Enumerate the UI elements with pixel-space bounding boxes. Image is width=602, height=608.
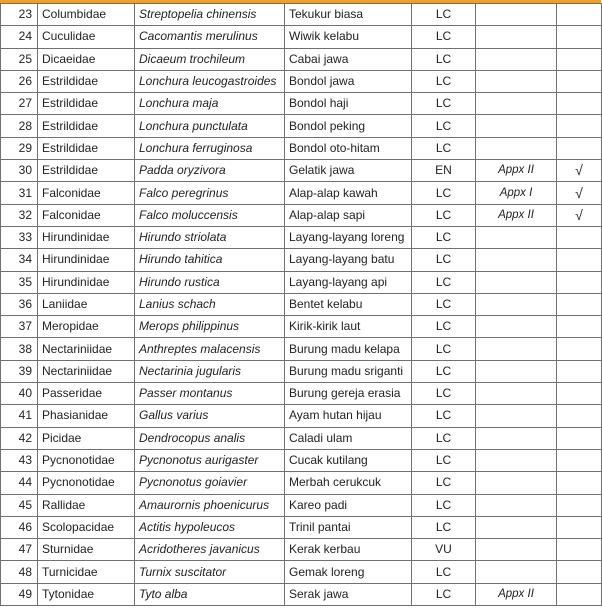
iucn-status-cell: LC <box>412 494 476 516</box>
local-name-cell: Burung madu kelapa <box>285 338 412 360</box>
local-name-cell: Layang-layang api <box>285 271 412 293</box>
species-table-body <box>1 4 602 606</box>
protected-status-cell <box>557 26 602 48</box>
iucn-status-cell: LC <box>412 204 476 226</box>
cites-appendix-cell <box>476 360 557 382</box>
local-name-cell: Gemak loreng <box>285 561 412 583</box>
iucn-status-cell: LC <box>412 271 476 293</box>
scientific-name-cell: Lonchura leucogastroides <box>135 70 285 92</box>
row-number: 25 <box>1 48 38 70</box>
table-row <box>1 472 602 494</box>
row-number: 29 <box>1 137 38 159</box>
table-row <box>1 539 602 561</box>
family-cell: Estrildidae <box>38 93 135 115</box>
scientific-name-cell: Gallus varius <box>135 405 285 427</box>
cites-appendix-cell <box>476 226 557 248</box>
cites-appendix-cell <box>476 249 557 271</box>
iucn-status-cell: LC <box>412 405 476 427</box>
cites-appendix-cell <box>476 338 557 360</box>
row-number: 43 <box>1 449 38 471</box>
scientific-name-cell: Amaurornis phoenicurus <box>135 494 285 516</box>
table-row <box>1 293 602 315</box>
protected-status-cell <box>557 338 602 360</box>
cites-appendix-cell <box>476 293 557 315</box>
iucn-status-cell: LC <box>412 360 476 382</box>
row-number: 36 <box>1 293 38 315</box>
protected-status-cell <box>557 583 602 605</box>
local-name-cell: Alap-alap kawah <box>285 182 412 204</box>
table-row <box>1 204 602 226</box>
local-name-cell: Bondol peking <box>285 115 412 137</box>
local-name-cell: Trinil pantai <box>285 516 412 538</box>
table-row <box>1 405 602 427</box>
row-number: 32 <box>1 204 38 226</box>
scientific-name-cell: Falco moluccensis <box>135 204 285 226</box>
cites-appendix-cell <box>476 449 557 471</box>
protected-status-cell <box>557 70 602 92</box>
iucn-status-cell: LC <box>412 293 476 315</box>
scientific-name-cell: Padda oryzivora <box>135 160 285 182</box>
scientific-name-cell: Hirundo striolata <box>135 226 285 248</box>
cites-appendix-cell <box>476 561 557 583</box>
protected-status-cell <box>557 539 602 561</box>
row-number: 40 <box>1 383 38 405</box>
protected-status-cell <box>557 4 602 26</box>
row-number: 41 <box>1 405 38 427</box>
family-cell: Phasianidae <box>38 405 135 427</box>
table-row <box>1 249 602 271</box>
protected-status-cell <box>557 115 602 137</box>
scientific-name-cell: Pycnonotus aurigaster <box>135 449 285 471</box>
scientific-name-cell: Nectarinia jugularis <box>135 360 285 382</box>
protected-status-cell: √ <box>557 182 602 204</box>
family-cell: Picidae <box>38 427 135 449</box>
iucn-status-cell: VU <box>412 539 476 561</box>
family-cell: Turnicidae <box>38 561 135 583</box>
iucn-status-cell: LC <box>412 561 476 583</box>
row-number: 28 <box>1 115 38 137</box>
protected-status-cell <box>557 427 602 449</box>
cites-appendix-cell <box>476 4 557 26</box>
family-cell: Estrildidae <box>38 70 135 92</box>
scientific-name-cell: Cacomantis merulinus <box>135 26 285 48</box>
scientific-name-cell: Merops philippinus <box>135 316 285 338</box>
table-row <box>1 360 602 382</box>
local-name-cell: Merbah cerukcuk <box>285 472 412 494</box>
cites-appendix-cell <box>476 93 557 115</box>
row-number: 30 <box>1 160 38 182</box>
cites-appendix-cell <box>476 115 557 137</box>
protected-status-cell <box>557 383 602 405</box>
row-number: 35 <box>1 271 38 293</box>
table-row <box>1 583 602 605</box>
row-number: 44 <box>1 472 38 494</box>
local-name-cell: Alap-alap sapi <box>285 204 412 226</box>
protected-status-cell <box>557 249 602 271</box>
scientific-name-cell: Anthreptes malacensis <box>135 338 285 360</box>
protected-status-cell <box>557 472 602 494</box>
scientific-name-cell: Actitis hypoleucos <box>135 516 285 538</box>
iucn-status-cell: LC <box>412 338 476 360</box>
local-name-cell: Ayam hutan hijau <box>285 405 412 427</box>
local-name-cell: Wiwik kelabu <box>285 26 412 48</box>
iucn-status-cell: LC <box>412 427 476 449</box>
iucn-status-cell: LC <box>412 4 476 26</box>
family-cell: Columbidae <box>38 4 135 26</box>
cites-appendix-cell <box>476 137 557 159</box>
table-row <box>1 48 602 70</box>
cites-appendix-cell <box>476 48 557 70</box>
cites-appendix-cell <box>476 472 557 494</box>
table-row <box>1 427 602 449</box>
protected-status-cell <box>557 93 602 115</box>
scientific-name-cell: Lonchura maja <box>135 93 285 115</box>
table-row <box>1 93 602 115</box>
cites-appendix-cell <box>476 516 557 538</box>
cites-appendix-cell: Appx II <box>476 204 557 226</box>
family-cell: Laniidae <box>38 293 135 315</box>
cites-appendix-cell <box>476 26 557 48</box>
scientific-name-cell: Hirundo rustica <box>135 271 285 293</box>
cites-appendix-cell <box>476 405 557 427</box>
family-cell: Sturnidae <box>38 539 135 561</box>
table-row <box>1 70 602 92</box>
iucn-status-cell: LC <box>412 115 476 137</box>
table-row <box>1 561 602 583</box>
scientific-name-cell: Streptopelia chinensis <box>135 4 285 26</box>
local-name-cell: Kirik-kirik laut <box>285 316 412 338</box>
cites-appendix-cell: Appx I <box>476 182 557 204</box>
protected-status-cell <box>557 516 602 538</box>
family-cell: Falconidae <box>38 182 135 204</box>
protected-status-cell <box>557 405 602 427</box>
local-name-cell: Bondol oto-hitam <box>285 137 412 159</box>
iucn-status-cell: LC <box>412 249 476 271</box>
row-number: 42 <box>1 427 38 449</box>
protected-status-cell <box>557 137 602 159</box>
protected-status-cell: √ <box>557 160 602 182</box>
family-cell: Scolopacidae <box>38 516 135 538</box>
row-number: 48 <box>1 561 38 583</box>
family-cell: Pycnonotidae <box>38 472 135 494</box>
table-row <box>1 316 602 338</box>
family-cell: Hirundinidae <box>38 249 135 271</box>
family-cell: Estrildidae <box>38 160 135 182</box>
local-name-cell: Bondol jawa <box>285 70 412 92</box>
local-name-cell: Tekukur biasa <box>285 4 412 26</box>
row-number: 24 <box>1 26 38 48</box>
scientific-name-cell: Hirundo tahitica <box>135 249 285 271</box>
protected-status-cell <box>557 360 602 382</box>
table-row <box>1 4 602 26</box>
scientific-name-cell: Dicaeum trochileum <box>135 48 285 70</box>
protected-status-cell <box>557 271 602 293</box>
family-cell: Nectariniidae <box>38 338 135 360</box>
protected-status-cell <box>557 48 602 70</box>
local-name-cell: Bondol haji <box>285 93 412 115</box>
table-row <box>1 26 602 48</box>
iucn-status-cell: EN <box>412 160 476 182</box>
species-table <box>0 3 602 606</box>
local-name-cell: Burung madu sriganti <box>285 360 412 382</box>
row-number: 26 <box>1 70 38 92</box>
iucn-status-cell: LC <box>412 316 476 338</box>
table-row <box>1 271 602 293</box>
local-name-cell: Burung gereja erasia <box>285 383 412 405</box>
iucn-status-cell: LC <box>412 472 476 494</box>
row-number: 37 <box>1 316 38 338</box>
cites-appendix-cell <box>476 539 557 561</box>
iucn-status-cell: LC <box>412 449 476 471</box>
family-cell: Estrildidae <box>38 137 135 159</box>
family-cell: Hirundinidae <box>38 226 135 248</box>
family-cell: Nectariniidae <box>38 360 135 382</box>
table-row <box>1 137 602 159</box>
family-cell: Estrildidae <box>38 115 135 137</box>
row-number: 31 <box>1 182 38 204</box>
table-row <box>1 449 602 471</box>
table-row <box>1 182 602 204</box>
protected-status-cell <box>557 561 602 583</box>
iucn-status-cell: LC <box>412 516 476 538</box>
row-number: 38 <box>1 338 38 360</box>
local-name-cell: Kerak kerbau <box>285 539 412 561</box>
iucn-status-cell: LC <box>412 383 476 405</box>
table-row <box>1 160 602 182</box>
local-name-cell: Kareo padi <box>285 494 412 516</box>
family-cell: Rallidae <box>38 494 135 516</box>
local-name-cell: Cabai jawa <box>285 48 412 70</box>
iucn-status-cell: LC <box>412 583 476 605</box>
scientific-name-cell: Pycnonotus goiavier <box>135 472 285 494</box>
scientific-name-cell: Lanius schach <box>135 293 285 315</box>
protected-status-cell <box>557 494 602 516</box>
local-name-cell: Serak jawa <box>285 583 412 605</box>
row-number: 47 <box>1 539 38 561</box>
row-number: 23 <box>1 4 38 26</box>
family-cell: Meropidae <box>38 316 135 338</box>
iucn-status-cell: LC <box>412 26 476 48</box>
local-name-cell: Layang-layang loreng <box>285 226 412 248</box>
cites-appendix-cell: Appx II <box>476 583 557 605</box>
row-number: 34 <box>1 249 38 271</box>
family-cell: Falconidae <box>38 204 135 226</box>
iucn-status-cell: LC <box>412 137 476 159</box>
table-row <box>1 115 602 137</box>
iucn-status-cell: LC <box>412 93 476 115</box>
row-number: 49 <box>1 583 38 605</box>
protected-status-cell <box>557 316 602 338</box>
row-number: 39 <box>1 360 38 382</box>
table-row <box>1 383 602 405</box>
iucn-status-cell: LC <box>412 182 476 204</box>
iucn-status-cell: LC <box>412 48 476 70</box>
iucn-status-cell: LC <box>412 226 476 248</box>
cites-appendix-cell <box>476 427 557 449</box>
table-row <box>1 226 602 248</box>
row-number: 33 <box>1 226 38 248</box>
scientific-name-cell: Acridotheres javanicus <box>135 539 285 561</box>
family-cell: Cuculidae <box>38 26 135 48</box>
table-row <box>1 516 602 538</box>
family-cell: Pycnonotidae <box>38 449 135 471</box>
scientific-name-cell: Passer montanus <box>135 383 285 405</box>
cites-appendix-cell <box>476 70 557 92</box>
local-name-cell: Caladi ulam <box>285 427 412 449</box>
local-name-cell: Layang-layang batu <box>285 249 412 271</box>
table-row <box>1 338 602 360</box>
row-number: 45 <box>1 494 38 516</box>
protected-status-cell <box>557 226 602 248</box>
iucn-status-cell: LC <box>412 70 476 92</box>
cites-appendix-cell <box>476 271 557 293</box>
local-name-cell: Gelatik jawa <box>285 160 412 182</box>
cites-appendix-cell <box>476 316 557 338</box>
local-name-cell: Bentet kelabu <box>285 293 412 315</box>
family-cell: Dicaeidae <box>38 48 135 70</box>
cites-appendix-cell: Appx II <box>476 160 557 182</box>
scientific-name-cell: Dendrocopus analis <box>135 427 285 449</box>
protected-status-cell <box>557 449 602 471</box>
cites-appendix-cell <box>476 383 557 405</box>
protected-status-cell <box>557 293 602 315</box>
table-row <box>1 494 602 516</box>
scientific-name-cell: Turnix suscitator <box>135 561 285 583</box>
protected-status-cell: √ <box>557 204 602 226</box>
scientific-name-cell: Falco peregrinus <box>135 182 285 204</box>
family-cell: Tytonidae <box>38 583 135 605</box>
cites-appendix-cell <box>476 494 557 516</box>
family-cell: Passeridae <box>38 383 135 405</box>
local-name-cell: Cucak kutilang <box>285 449 412 471</box>
row-number: 27 <box>1 93 38 115</box>
scientific-name-cell: Tyto alba <box>135 583 285 605</box>
scientific-name-cell: Lonchura punctulata <box>135 115 285 137</box>
family-cell: Hirundinidae <box>38 271 135 293</box>
scientific-name-cell: Lonchura ferruginosa <box>135 137 285 159</box>
row-number: 46 <box>1 516 38 538</box>
